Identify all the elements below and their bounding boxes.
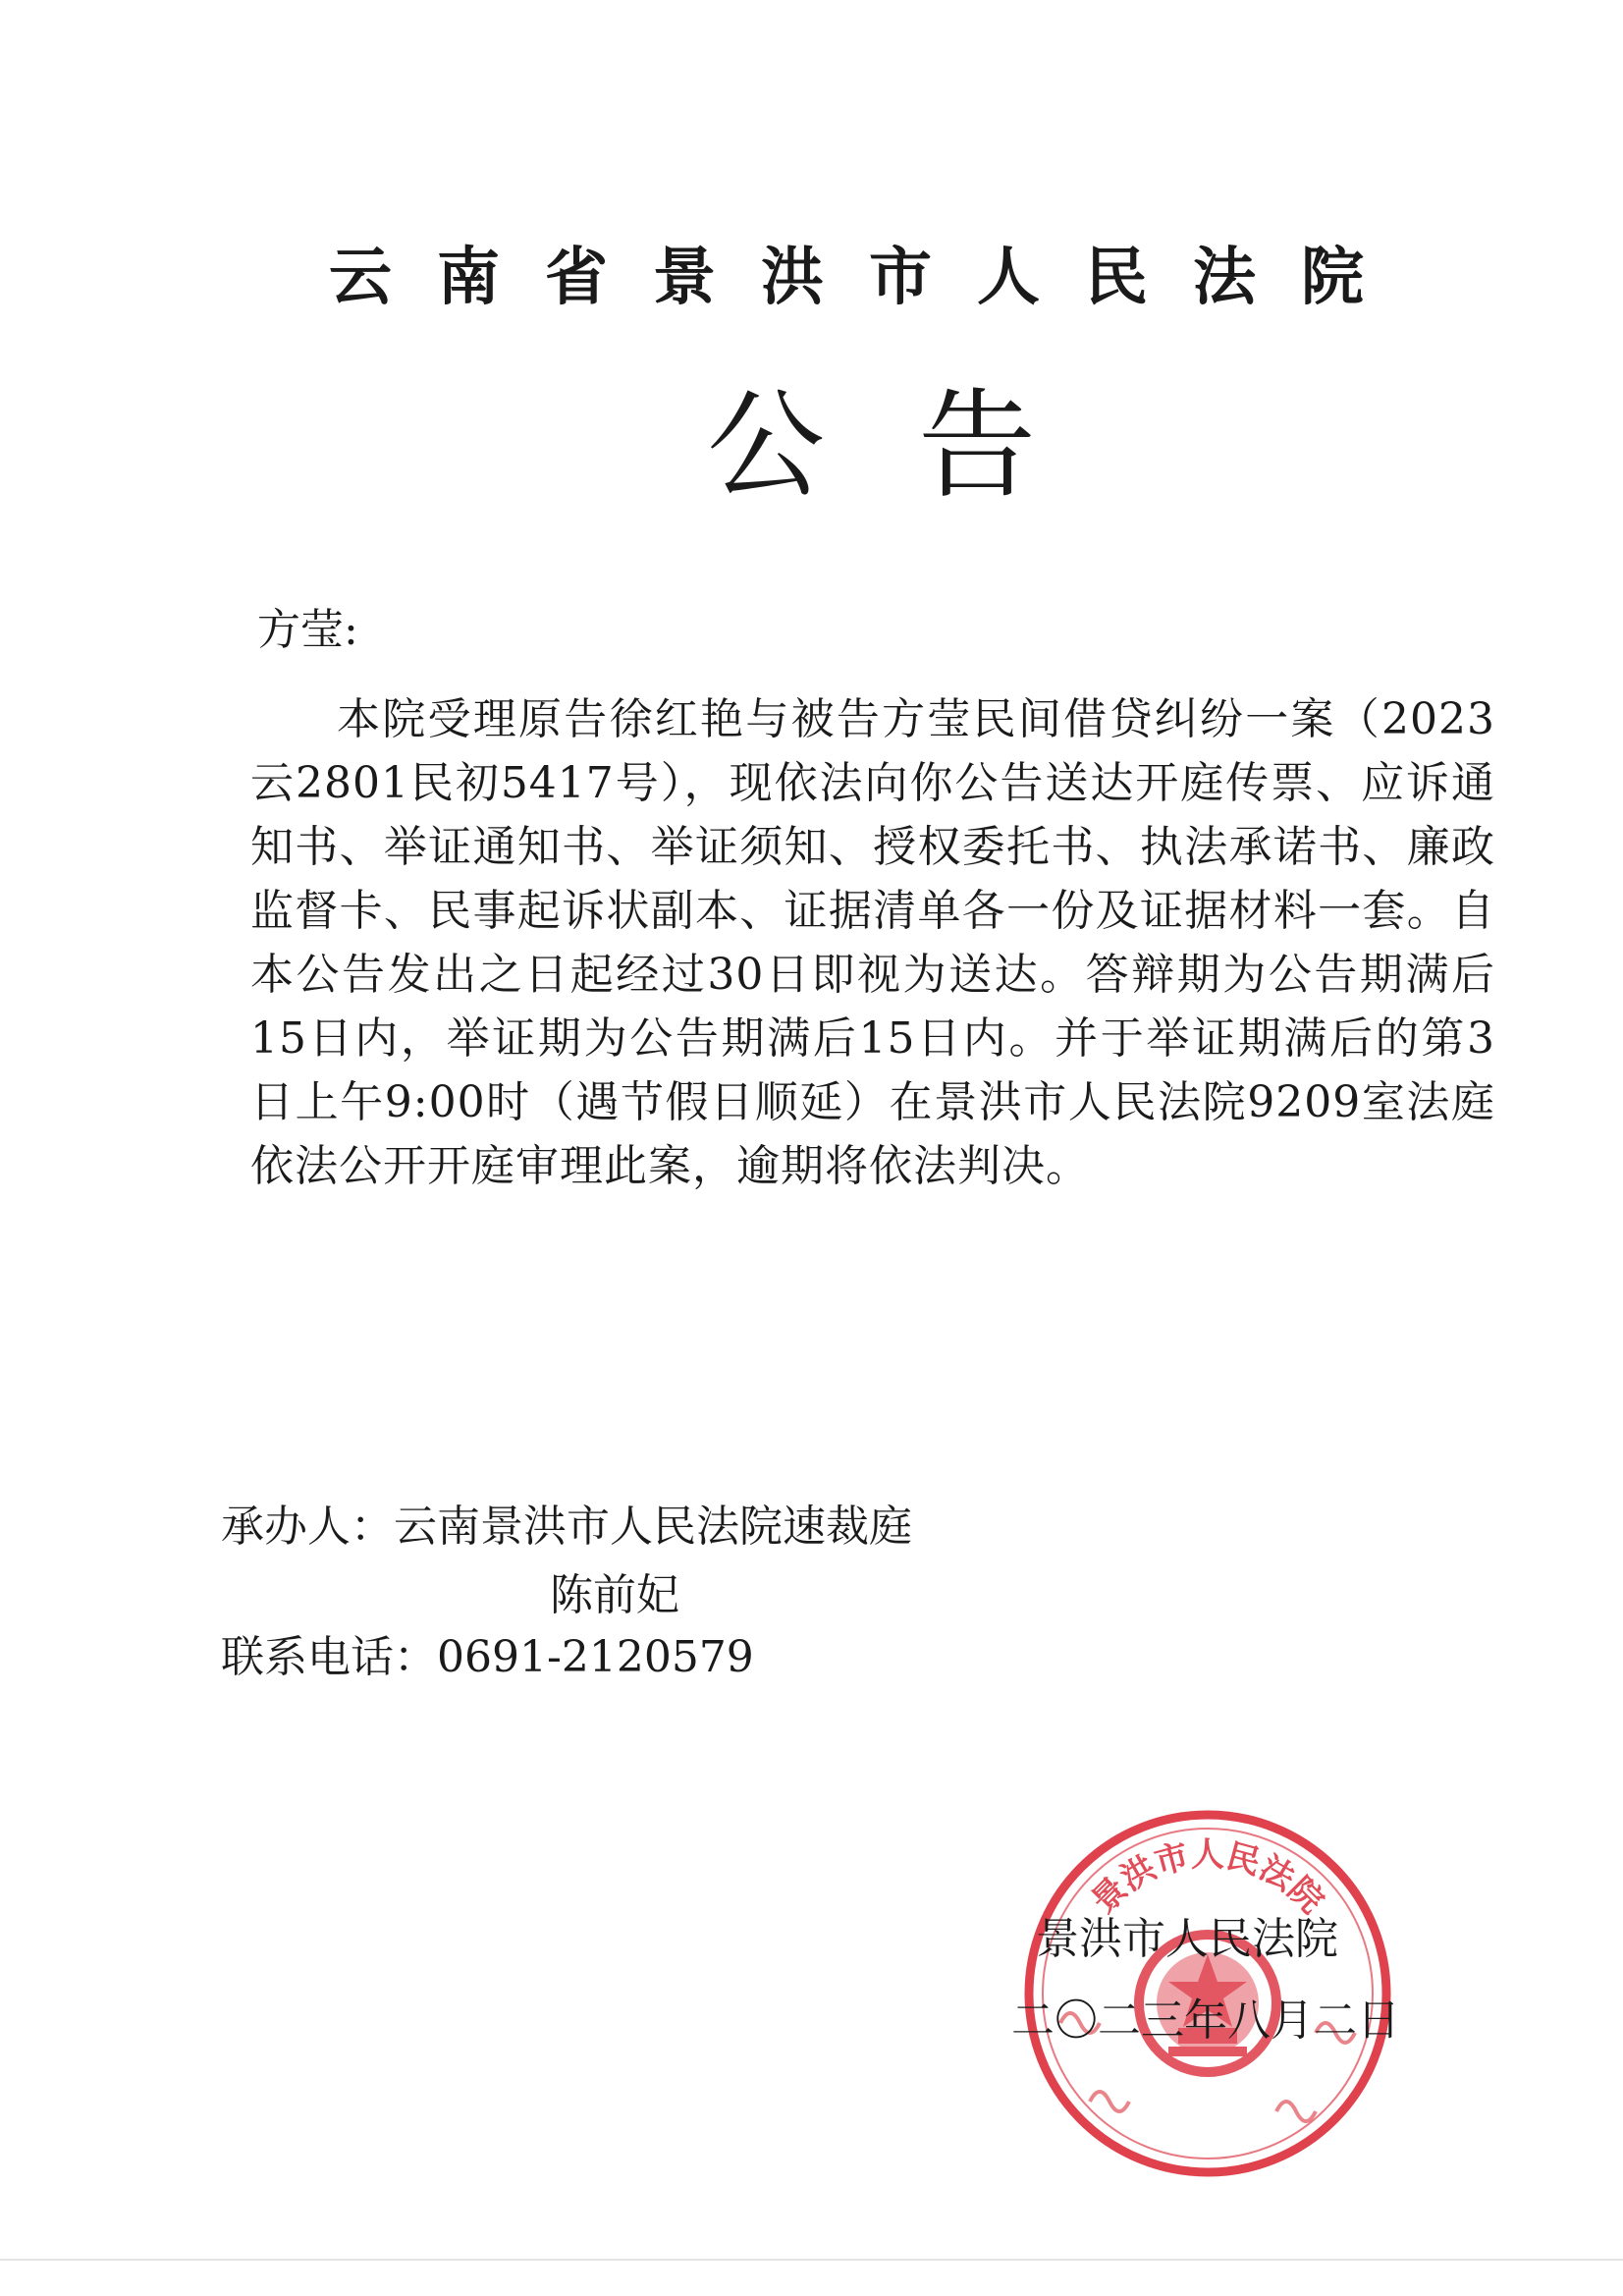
contact-phone: 联系电话：0691-2120579 (221, 1632, 754, 1682)
document-title: 公告 (707, 378, 1129, 515)
court-name-heading: 云南省景洪市人民法院 (329, 241, 1409, 314)
seal-text: 景洪市人民法院 (1084, 1835, 1331, 1922)
page-bottom-divider (0, 2259, 1623, 2261)
handler-name: 陈前妃 (550, 1570, 679, 1620)
addressee: 方莹: (257, 605, 358, 655)
svg-text:景洪市人民法院 (1084, 1835, 1331, 1921)
notice-body: 本院受理原告徐红艳与被告方莹民间借贷纠纷一案（2023云2801民初5417号），现依法向你公告送达开庭传票、应诉通知书、举证通知书、举证须知、授权委托书、执法承诺书、廉政监督卡、民事起诉状副本、证据清单各一份及证据材料一套。自本公告发出之日起经过30日即视为送达。答辩期为公告期满后15日内，举证期为公告期满后15日内。并于举证期满后的第3日上午9:00时（遇节假日顺延）在景洪市人民法院9209室法庭依法公开开庭审理此案，逾期将依法判决。 (250, 694, 1495, 1191)
signature-date: 二〇二三年八月二日 (1011, 1995, 1400, 2046)
signature-court: 景洪市人民法院 (1036, 1914, 1338, 1964)
handler-line: 承办人：云南景洪市人民法院速裁庭 (221, 1502, 912, 1552)
